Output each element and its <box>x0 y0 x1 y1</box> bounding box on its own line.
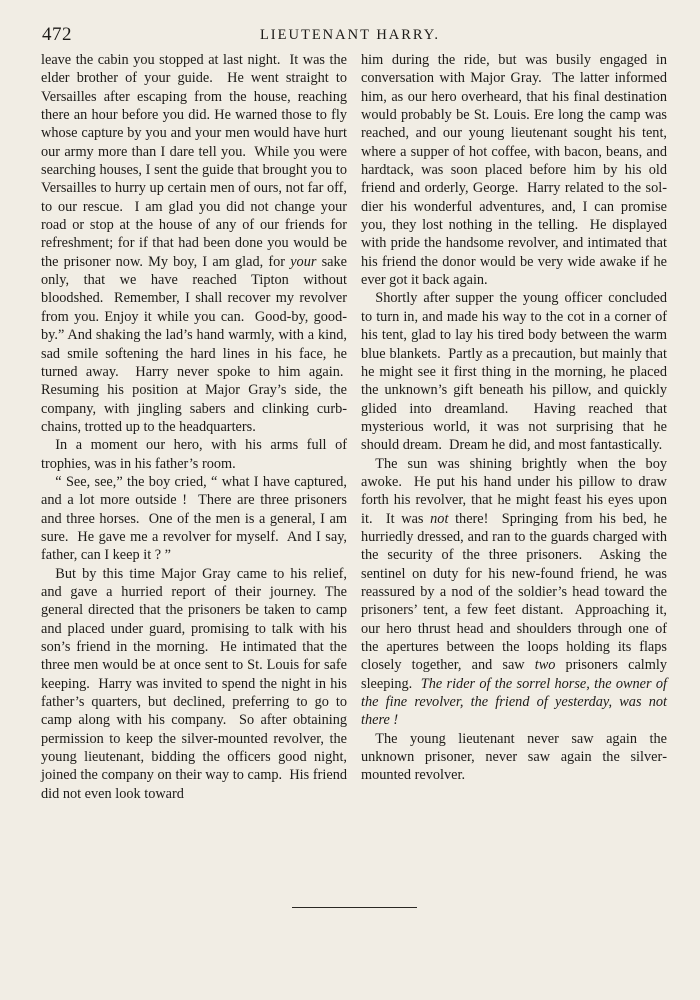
paragraph: The young lieutenant never saw again the unknown prisoner, never saw again the silvermounted revolver. <box>361 730 667 784</box>
paragraph: The sun was shining brightly when the boy awoke. He put his hand under his pillow to draw forth his revolver, that he might feast his eyes upon it. It was not there! Springing from his bed, he hurriedly dressed, and ran to the guards charged with the security of the three prisoners. Asking the sentinel on duty for his new-found friend, he was reassured by a nod of the soldier’s head toward the prisoners’ tent, a few feet distant. Approaching it, our hero thrust head and shoulders through one of the apertures between the loops holding its flaps closely together, and saw two prisoners calmly sleeping. The rider of the sorrel horse, the owner of the fine revolver, the friend of yesterday, was not there ! <box>361 455 668 729</box>
left-column <box>41 51 347 803</box>
paragraph: “ See, see,” the boy cried, “ what I have captured, and a lot more outside ! There are three prisoners and three horses. One of the men is a general, I am sure. He gave me a revolver for myself. And I say, father, can I keep it ? ” <box>41 473 347 564</box>
right-column <box>361 51 667 785</box>
paragraph: leave the cabin you stopped at last night. It was the elder brother of your guide. He went straight to Versailles after escaping from the house, reaching there an hour before you did. He warned those to fly whose capture by you and your men would have hurt our army more than I dare tell you. While you were searching houses, I sent the guide that brought you to Versailles to hurry up certain men of ours, not far off, to our rescue. I am glad you did not change your road or stop at the house of any of our friends for refreshment; for if that had been done you would be the prisoner now. My boy, I am glad, for your sake only, that we have reached Tipton without bloodshed. Remember, I shall recover my revolver from you. Enjoy it while you can. Good-by, good-by.” And shaking the lad’s hand warmly, with a kind, sad smile softening the hard lines in his face, he turned away. Harry never spoke to him again. Resuming his position at Major Gray’s side, the company, with jingling sabers and clinking curb-chains, trotted up to the headquarters. <box>41 52 347 435</box>
paragraph: In a moment our hero, with his arms full of trophies, was in his father’s room. <box>41 437 347 472</box>
paragraph: But by this time Major Gray came to his relief, and gave a hurried report of their journey. The general directed that the prisoners be taken to camp and placed under guard, promising to talk with his son’s friend in the morning. He intimated that the three men would be at once sent to St. Louis for safe keeping. Harry was invited to spend the night in his father’s quarters, but declined, preferring to go to camp along with his company. So after obtaining permission to keep the silver-mounted revolver, the young lieutenant, bidding the officers good night, joined the company on their way to camp. His friend did not even look toward <box>41 565 347 802</box>
section-divider <box>292 907 417 908</box>
page-number: 472 <box>42 24 72 45</box>
page-header <box>42 24 658 50</box>
paragraph: him during the ride, but was busily engaged in conversation with Major Gray. The latter informed him, as our hero overheard, that his final destination would probably be St. Louis. Ere long the camp was reached, and our young lieutenant sought his tent, where a supper of hot coffee, with bacon, beans, and hardtack, was soon placed before him by his old friend and orderly, George. Harry related to the soldier his wonderful adventures, and, I can promise you, they lost nothing in the telling. He displayed with pride the handsome revolver, and intimated that his friend the donor would be very wide awake if he ever got it back again. <box>361 52 667 289</box>
paragraph: Shortly after supper the young officer concluded to turn in, and made his way to the cot in a corner of his tent, glad to lay his tired body between the warm blue blankets. Partly as a precaution, but mainly that he might see it first thing in the morning, he placed the unknown’s gift beneath his pillow, and quickly glided into dreamland. Having reached that mysterious world, it was not surprising that he should dream. Dream he did, and most fantastically. <box>361 290 667 454</box>
running-title: LIEUTENANT HARRY. <box>259 27 441 43</box>
